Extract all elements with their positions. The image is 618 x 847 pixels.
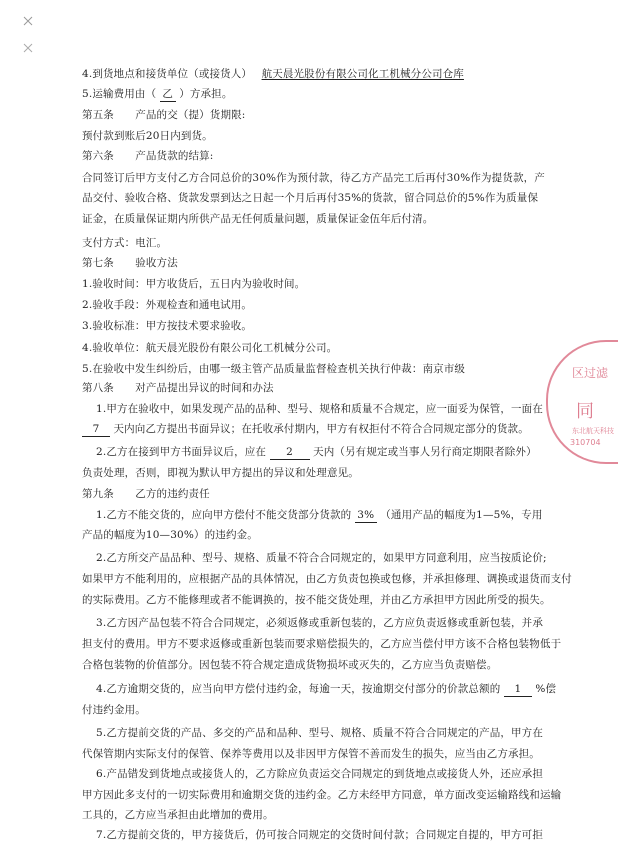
- penalty-rate-line: [96, 509, 543, 523]
- section-heading: 第六条 产品货款的结算:: [82, 149, 214, 162]
- paragraph-line: 甲方因此多支付的一切实际费用和逾期交货的违约金。乙方未经甲方同意，单方面改变运输路线和运输: [82, 788, 562, 801]
- paragraph-line: 支付方式：电汇。: [82, 236, 168, 249]
- objection-days-value: 7: [82, 423, 110, 437]
- paragraph-line: 7.乙方提前交货的，甲方接货后，仍可按合同规定的交货时间付款；合同规定自提的，甲方可拒: [96, 829, 543, 841]
- text: ）方承担。: [179, 88, 233, 101]
- transport-fee-line: [82, 88, 232, 102]
- paragraph-line: 5.乙方提前交货的产品、多交的产品和品种、型号、规格、质量不符合合同规定的产品，甲方在: [96, 726, 543, 739]
- text: 4.到货地点和接货单位（或接货人）: [82, 68, 253, 80]
- stamp-text: 310704: [570, 438, 601, 447]
- text: （通用产品的幅度为1—5%，专用: [380, 509, 543, 522]
- transport-party-value: 乙: [160, 88, 176, 102]
- paragraph-line: 4.验收单位：航天晨光股份有限公司化工机械分公司。: [82, 341, 338, 354]
- paragraph-line: 的实际费用。乙方不能修理或者不能调换的，按不能交货处理，并由乙方承担甲方因此所受的损失。: [82, 593, 551, 606]
- paragraph-line: 6.产品错发到货地点或接货人的，乙方除应负责运交合同规定的到货地点或接货人外，还应承担: [96, 768, 543, 781]
- paragraph-line: 代保管期内实际支付的保管、保养等费用以及非因甲方保管不善而发生的损失，应当由乙方承担。: [82, 748, 540, 761]
- paragraph-line: 2.验收手段：外观检查和通电试用。: [82, 299, 253, 312]
- late-penalty-line: [96, 683, 556, 697]
- text: %偿: [535, 682, 557, 695]
- paragraph-line: 工具的，乙方应当承担由此增加的费用。: [82, 808, 274, 821]
- paragraph-line: 1.甲方在验收中，如果发现产品的品种、型号、规格和质量不合规定，应一面妥为保管，一面在: [96, 403, 543, 416]
- text: 5.运输费用由（: [82, 88, 157, 101]
- response-days-line: [96, 446, 537, 460]
- paragraph-line: 3.乙方因产品包装不符合合同规定，必须返修或重新包装的，乙方应负责返修或重新包装，并承: [96, 617, 543, 630]
- paragraph-line: 合格包装物的价值部分。因包装不符合规定造成货物损坏或灭失的，乙方应当负责赔偿。: [82, 659, 498, 672]
- section-heading: 第七条 验收方法: [82, 256, 178, 269]
- text: 4.乙方逾期交货的，应当向甲方偿付违约金，每逾一天，按逾期交付部分的价款总额的: [96, 682, 501, 695]
- section-heading: 第八条 对产品提出异议的时间和办法: [82, 382, 274, 395]
- paragraph-line: 2.乙方所交产品品种、型号、规格、质量不符合合同规定的，如果甲方同意利用，应当按质论价;: [96, 551, 547, 564]
- seal-stamp-icon: [546, 340, 618, 464]
- paragraph-line: 合同签订后甲方支付乙方合同总价的30%作为预付款，待乙方产品完工后再付30%作为提货款，产: [82, 172, 545, 185]
- paragraph-line: 5.在验收中发生纠纷后，由哪一级主管产品质量监督检查机关执行仲裁：南京市级: [82, 362, 466, 375]
- objection-days-line: [82, 423, 529, 437]
- section-heading: 第九条 乙方的违约责任: [82, 487, 210, 500]
- corner-mark-icon: [22, 42, 34, 54]
- paragraph-line: 付违约金用。: [82, 703, 146, 716]
- paragraph-line: 担支付的费用。甲方不要求返修或重新包装而要求赔偿损失的，乙方应当偿付甲方该不合格包装物低于: [82, 638, 562, 651]
- paragraph-line: 3.验收标准：甲方按技术要求验收。: [82, 320, 253, 333]
- paragraph-line: 品交付、验收合格、货款发票到达之日起一个月后再付35%的货款，留合同总价的5%作为质量保: [82, 192, 539, 205]
- paragraph-line: 产品的幅度为10—30%）的违约金。: [82, 529, 258, 542]
- penalty-rate-value: 3%: [355, 509, 377, 523]
- paragraph-line: 预付款到账后20日内到货。: [82, 129, 213, 142]
- text: 天内（另有规定或当事人另行商定期限者除外）: [313, 445, 537, 458]
- stamp-text: 区过滤: [572, 366, 609, 380]
- paragraph-line: 负责处理，否则，即视为默认甲方提出的异议和处理意见。: [82, 466, 359, 479]
- paragraph-line: 如果甲方不能利用的，应根据产品的具体情况，由乙方负责包换或包修，并承担修理、调换或退货而支付: [82, 572, 572, 585]
- corner-mark-icon: [22, 15, 34, 27]
- late-penalty-value: 1: [504, 683, 532, 697]
- delivery-place-line: [82, 68, 464, 81]
- text: 天内向乙方提出书面异议；在托收承付期内，甲方有权拒付不符合合同规定部分的货款。: [113, 423, 529, 436]
- response-days-value: 2: [270, 446, 310, 460]
- text: 2.乙方在接到甲方书面异议后，应在: [96, 445, 267, 458]
- paragraph-line: 1.验收时间：甲方收货后，五日内为验收时间。: [82, 277, 306, 290]
- text: 1.乙方不能交货的，应向甲方偿付不能交货部分货款的: [96, 509, 352, 522]
- stamp-text: 同: [576, 401, 594, 422]
- delivery-place-value: 航天晨光股份有限公司化工机械分公司仓库: [261, 68, 464, 80]
- section-heading: 第五条 产品的交（提）货期限:: [82, 109, 246, 122]
- paragraph-line: 证金，在质量保证期内所供产品无任何质量问题，质量保证金伍年后付清。: [82, 213, 434, 226]
- stamp-text: 东北航天科技: [572, 427, 614, 435]
